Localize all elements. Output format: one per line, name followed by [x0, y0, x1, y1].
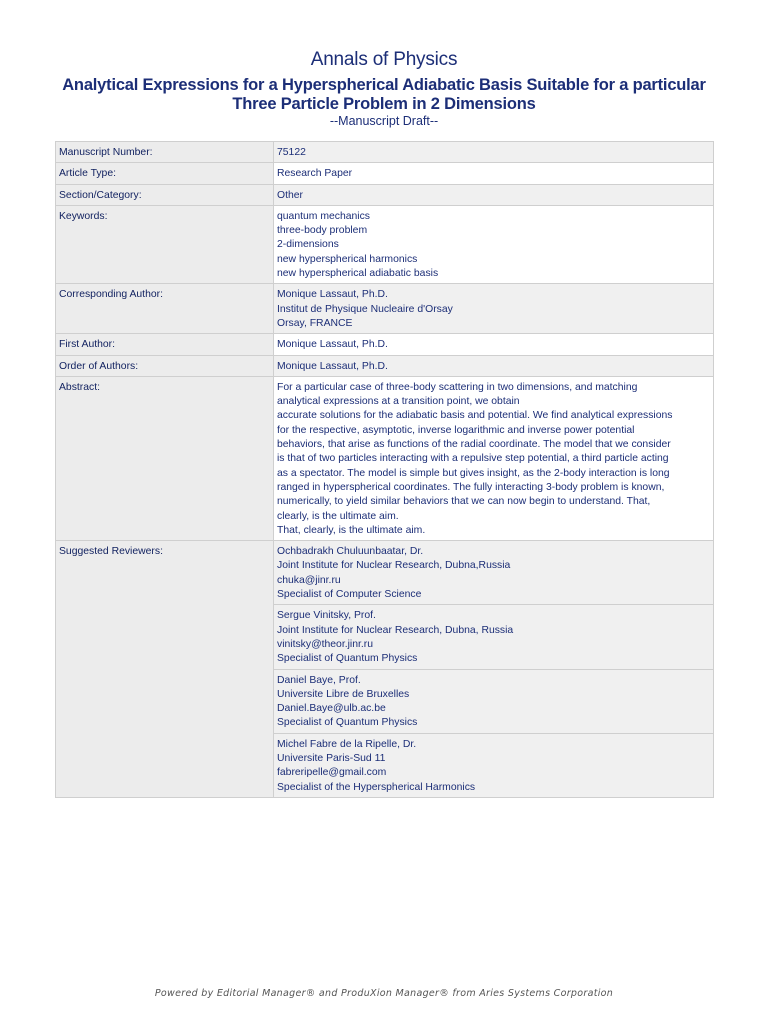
label-abstract: Abstract:: [56, 376, 274, 540]
reviewer-entry: [274, 669, 714, 733]
reviewer-email: vinitsky@theor.jinr.ru: [277, 638, 374, 650]
document-header: [0, 48, 768, 128]
draft-subtitle: --Manuscript Draft--: [329, 114, 439, 128]
row-suggested-reviewer-1: [56, 541, 714, 605]
label-corresponding-author: Corresponding Author:: [56, 284, 274, 334]
abstract-line: analytical expressions at a transition point, we obtain: [277, 396, 520, 408]
label-keywords: Keywords:: [56, 205, 274, 283]
manuscript-title: [0, 76, 768, 114]
value-section-category: Other: [274, 184, 714, 205]
row-abstract: [56, 376, 714, 540]
reviewer-affiliation: Universite Libre de Bruxelles: [277, 688, 410, 700]
reviewer-email: fabreripelle@gmail.com: [277, 767, 387, 779]
row-corresponding-author: [56, 284, 714, 334]
reviewer-note: Specialist of Quantum Physics: [277, 717, 418, 729]
abstract-line: as a spectator. The model is simple but gives insight, as the 2-body interaction is long: [277, 467, 670, 479]
label-suggested-reviewers: Suggested Reviewers:: [56, 541, 274, 798]
reviewer-note: Specialist of Quantum Physics: [277, 653, 418, 665]
keyword-item: 2-dimensions: [277, 239, 339, 251]
title-line: Three Particle Problem in 2 Dimensions: [232, 95, 536, 113]
row-article-type: [56, 163, 714, 184]
author-location: Orsay, FRANCE: [277, 317, 353, 329]
label-article-type: Article Type:: [56, 163, 274, 184]
abstract-line: is that of two particles interacting with a repulsive step potential, a third particle acting: [277, 453, 669, 465]
reviewer-entry: [274, 541, 714, 605]
abstract-line: clearly, is the ultimate aim.: [277, 510, 399, 522]
abstract-line: numerically, to yield similar behaviors that we can now begin to understand. That,: [277, 496, 651, 508]
value-first-author: Monique Lassaut, Ph.D.: [274, 334, 714, 355]
value-order-of-authors: Monique Lassaut, Ph.D.: [274, 355, 714, 376]
reviewer-name: Daniel Baye, Prof.: [277, 674, 361, 686]
abstract-line: For a particular case of three-body scattering in two dimensions, and matching: [277, 381, 638, 393]
value-article-type: Research Paper: [274, 163, 714, 184]
label-section-category: Section/Category:: [56, 184, 274, 205]
reviewer-affiliation: Joint Institute for Nuclear Research, Dubna, Russia: [277, 624, 514, 636]
row-first-author: [56, 334, 714, 355]
reviewer-affiliation: Universite Paris-Sud 11: [277, 752, 386, 764]
keyword-item: quantum mechanics: [277, 210, 370, 222]
author-institution: Institut de Physique Nucleaire d'Orsay: [277, 303, 453, 315]
reviewer-note: Specialist of Computer Science: [277, 589, 422, 601]
abstract-line: That, clearly, is the ultimate aim.: [277, 524, 426, 536]
reviewer-entry: [274, 605, 714, 669]
value-abstract: [274, 376, 714, 540]
author-name: Monique Lassaut, Ph.D.: [277, 289, 388, 301]
title-line: Analytical Expressions for a Hyperspherical Adiabatic Basis Suitable for a particular: [62, 76, 706, 94]
label-order-of-authors: Order of Authors:: [56, 355, 274, 376]
row-keywords: [56, 205, 714, 283]
row-section-category: [56, 184, 714, 205]
reviewer-name: Ochbadrakh Chuluunbaatar, Dr.: [277, 546, 424, 558]
abstract-line: behaviors, that arise as functions of the radial coordinate. The model that we consider: [277, 439, 671, 451]
footer-credit: Powered by Editorial Manager® and ProduXion Manager® from Aries Systems Corporation: [154, 988, 614, 999]
abstract-line: ranged in hyperspherical coordinates. The fully interacting 3-body problem is known,: [277, 481, 665, 493]
row-order-of-authors: [56, 355, 714, 376]
journal-title: Annals of Physics: [310, 49, 458, 70]
reviewer-note: Specialist of the Hyperspherical Harmonics: [277, 781, 476, 793]
value-manuscript-number: 75122: [274, 142, 714, 163]
row-manuscript-number: [56, 142, 714, 163]
reviewer-email: Daniel.Baye@ulb.ac.be: [277, 703, 386, 715]
abstract-line: for the respective, asymptotic, inverse logarithmic and inverse power potential: [277, 424, 635, 436]
keyword-item: new hyperspherical harmonics: [277, 253, 418, 265]
keyword-item: three-body problem: [277, 225, 368, 237]
label-manuscript-number: Manuscript Number:: [56, 142, 274, 163]
reviewer-email: chuka@jinr.ru: [277, 574, 341, 586]
label-first-author: First Author:: [56, 334, 274, 355]
reviewer-affiliation: Joint Institute for Nuclear Research, Dubna,Russia: [277, 560, 511, 572]
manuscript-details-table: [55, 141, 714, 798]
value-keywords: [274, 205, 714, 283]
reviewer-entry: [274, 733, 714, 797]
abstract-line: accurate solutions for the adiabatic basis and potential. We find analytical expressions: [277, 410, 673, 422]
keyword-item: new hyperspherical adiabatic basis: [277, 268, 439, 280]
value-corresponding-author: [274, 284, 714, 334]
reviewer-name: Michel Fabre de la Ripelle, Dr.: [277, 738, 417, 750]
reviewer-name: Sergue Vinitsky, Prof.: [277, 610, 376, 622]
